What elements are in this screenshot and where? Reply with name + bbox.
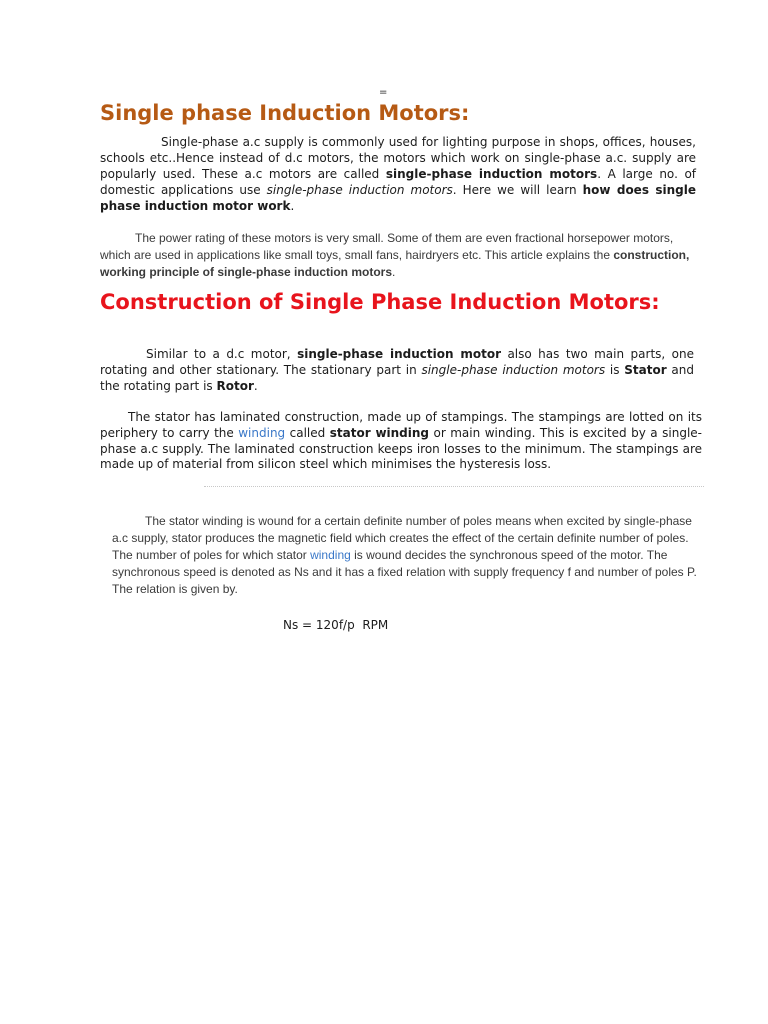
bold-term: Stator <box>624 363 667 377</box>
text-run: Similar to a d.c motor, <box>146 347 298 361</box>
bold-term: Rotor <box>216 379 254 393</box>
text-run: The stator winding is wound for a certain definite number of poles means when excited by single-phase a.c supply, stator produces the magnetic field which creates the effect of the certain definite number of poles. The number of poles for which stator <box>112 514 692 562</box>
text-run: . <box>392 265 396 279</box>
text-run: called <box>285 425 330 440</box>
text-run: or main winding. This is excited by a single-phase a.c supply. The laminated construction keeps iron losses to the minimum. The stampings are made up of material from silicon steel which minimises the hysteresis loss. <box>100 425 702 472</box>
text-run: and the rotating part is <box>100 363 694 393</box>
text-run: . A large no. of domestic applications use <box>100 167 697 197</box>
heading-construction: Construction of Single Phase Induction Motors: <box>100 290 660 314</box>
bold-term: single-phase induction motor <box>297 347 501 361</box>
paragraph-main-parts <box>100 346 694 394</box>
paragraph-stator-winding <box>112 513 700 598</box>
paragraph-power-rating <box>100 230 698 281</box>
dotted-divider <box>204 486 704 487</box>
text-run: Single-phase a.c supply is commonly used for lighting purpose in shops, offices, houses, schools etc..Hence instead of d.c motors, the motors which work on single-phase a.c. supply are popularly used. These a.c motors are called <box>100 135 696 181</box>
heading-single-phase-induction-motors: Single phase Induction Motors: <box>100 101 470 125</box>
bold-term: stator winding <box>329 425 430 440</box>
text-run: is wound decides the synchronous speed of the motor. The synchronous speed is denoted as Ns and it has a fixed relation with supply frequency f and number of poles P. The relation is given by. <box>112 548 697 596</box>
bold-term: construction, working principle of single-phase induction motors <box>100 248 690 279</box>
paragraph-stator-construction <box>100 410 702 473</box>
text-run: The power rating of these motors is very small. Some of them are even fractional horsepower motors, which are used in applications like small toys, small fans, hairdryers etc. This article explains the <box>100 231 674 262</box>
text-run: is <box>605 363 625 377</box>
bold-term: how does single phase induction motor work <box>100 183 696 213</box>
paragraph-intro <box>100 134 696 214</box>
italic-term: single-phase induction motors <box>421 363 606 377</box>
bold-term: single-phase induction motors <box>385 167 598 181</box>
winding-link[interactable]: winding <box>238 425 286 440</box>
text-run: also has two main parts, one rotating and other stationary. The stationary part in <box>100 347 694 377</box>
text-run: . <box>253 379 258 393</box>
top-equals-mark: = <box>379 87 388 98</box>
winding-link[interactable]: winding <box>310 548 351 562</box>
text-run: The stator has laminated construction, made up of stampings. The stampings are lotted on its periphery to carry the <box>100 410 702 440</box>
text-run: . <box>290 199 295 213</box>
italic-term: single-phase induction motors <box>266 183 453 197</box>
text-run: . Here we will learn <box>452 183 583 197</box>
synchronous-speed-formula: Ns = 120f/p RPM <box>283 618 389 632</box>
